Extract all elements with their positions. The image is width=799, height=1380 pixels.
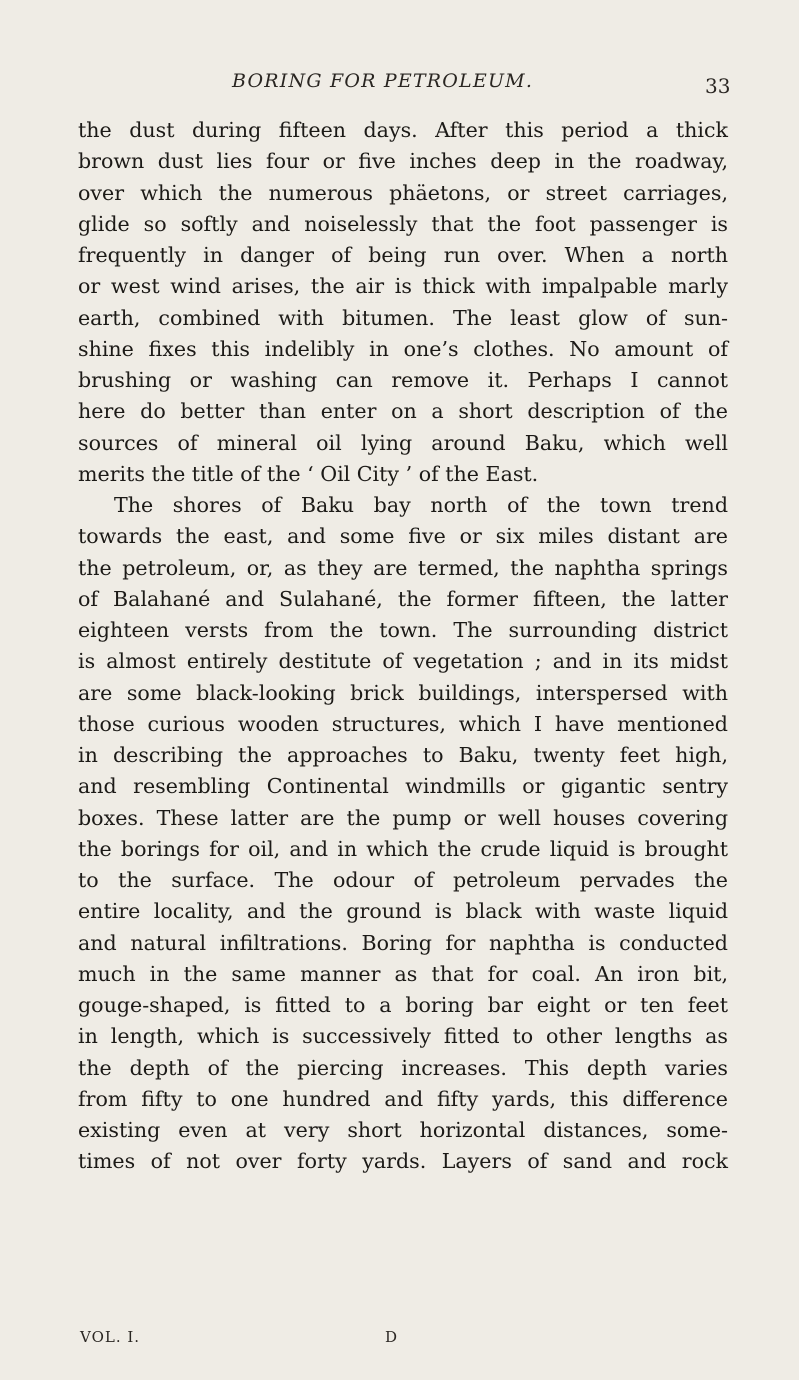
text-line: and natural infiltrations. Boring for naphtha is conducted	[78, 930, 728, 955]
text-line: those curious wooden structures, which I have mentioned	[78, 711, 728, 736]
body-text	[78, 115, 728, 1178]
running-head	[0, 70, 799, 100]
text-line: shine fixes this indelibly in one’s clothes. No amount of	[78, 336, 728, 361]
text-line: of Balahané and Sulahané, the former fifteen, the latter	[78, 586, 728, 611]
text-line: and resembling Continental windmills or gigantic sentry	[78, 774, 728, 799]
text-line: gouge-shaped, is fitted to a boring bar eight or ten feet	[78, 993, 728, 1017]
text-line: to the surface. The odour of petroleum pervades the	[78, 868, 728, 892]
text-line: boxes. These latter are the pump or well houses covering	[78, 805, 728, 830]
page-footer	[0, 1328, 799, 1352]
volume-mark: VOL. I.	[80, 1328, 141, 1346]
running-title: BORING FOR PETROLEUM.	[232, 70, 534, 92]
text-line: the borings for oil, and in which the crude liquid is brought	[78, 836, 728, 861]
text-line: towards the east, and some five or six miles distant are	[78, 524, 728, 549]
text-line: entire locality, and the ground is black with waste liquid	[78, 899, 728, 924]
text-line: earth, combined with bitumen. The least glow of sun-	[78, 305, 728, 330]
text-line: glide so softly and noiselessly that the foot passenger is	[78, 211, 728, 236]
text-line: the dust during fifteen days. After this period a thick	[78, 118, 728, 142]
text-line: over which the numerous phäetons, or street carriages,	[78, 180, 728, 205]
text-line: from fifty to one hundred and fifty yards, this difference	[78, 1086, 728, 1111]
page-number: 33	[705, 74, 731, 98]
text-line: here do better than enter on a short description of the	[78, 399, 728, 424]
text-line: or west wind arises, the air is thick with impalpable marly	[78, 274, 728, 299]
text-line: merits the title of the ‘ Oil City ’ of the East.	[78, 461, 539, 486]
text-line: the petroleum, or, as they are termed, the naphtha springs	[78, 555, 728, 580]
text-line: The shores of Baku bay north of the town trend	[114, 493, 728, 517]
text-line: eighteen versts from the town. The surrounding district	[78, 618, 728, 642]
text-line: existing even at very short horizontal distances, some-	[78, 1118, 728, 1142]
text-line: brushing or washing can remove it. Perhaps I cannot	[78, 368, 728, 392]
text-line: much in the same manner as that for coal. An iron bit,	[78, 961, 728, 986]
text-line: frequently in danger of being run over. When a north	[78, 243, 728, 267]
text-line: sources of mineral oil lying around Baku, which well	[78, 430, 728, 455]
text-line: is almost entirely destitute of vegetation ; and in its midst	[78, 649, 728, 674]
signature-mark: D	[385, 1328, 399, 1346]
text-line: are some black-looking brick buildings, interspersed with	[78, 680, 728, 705]
text-line: brown dust lies four or five inches deep in the roadway,	[78, 149, 728, 174]
text-line: in length, which is successively fitted to other lengths as	[78, 1024, 728, 1049]
text-line: in describing the approaches to Baku, twenty feet high,	[78, 743, 728, 767]
text-line: times of not over forty yards. Layers of sand and rock	[78, 1149, 728, 1174]
text-line: the depth of the piercing increases. This depth varies	[78, 1055, 728, 1080]
